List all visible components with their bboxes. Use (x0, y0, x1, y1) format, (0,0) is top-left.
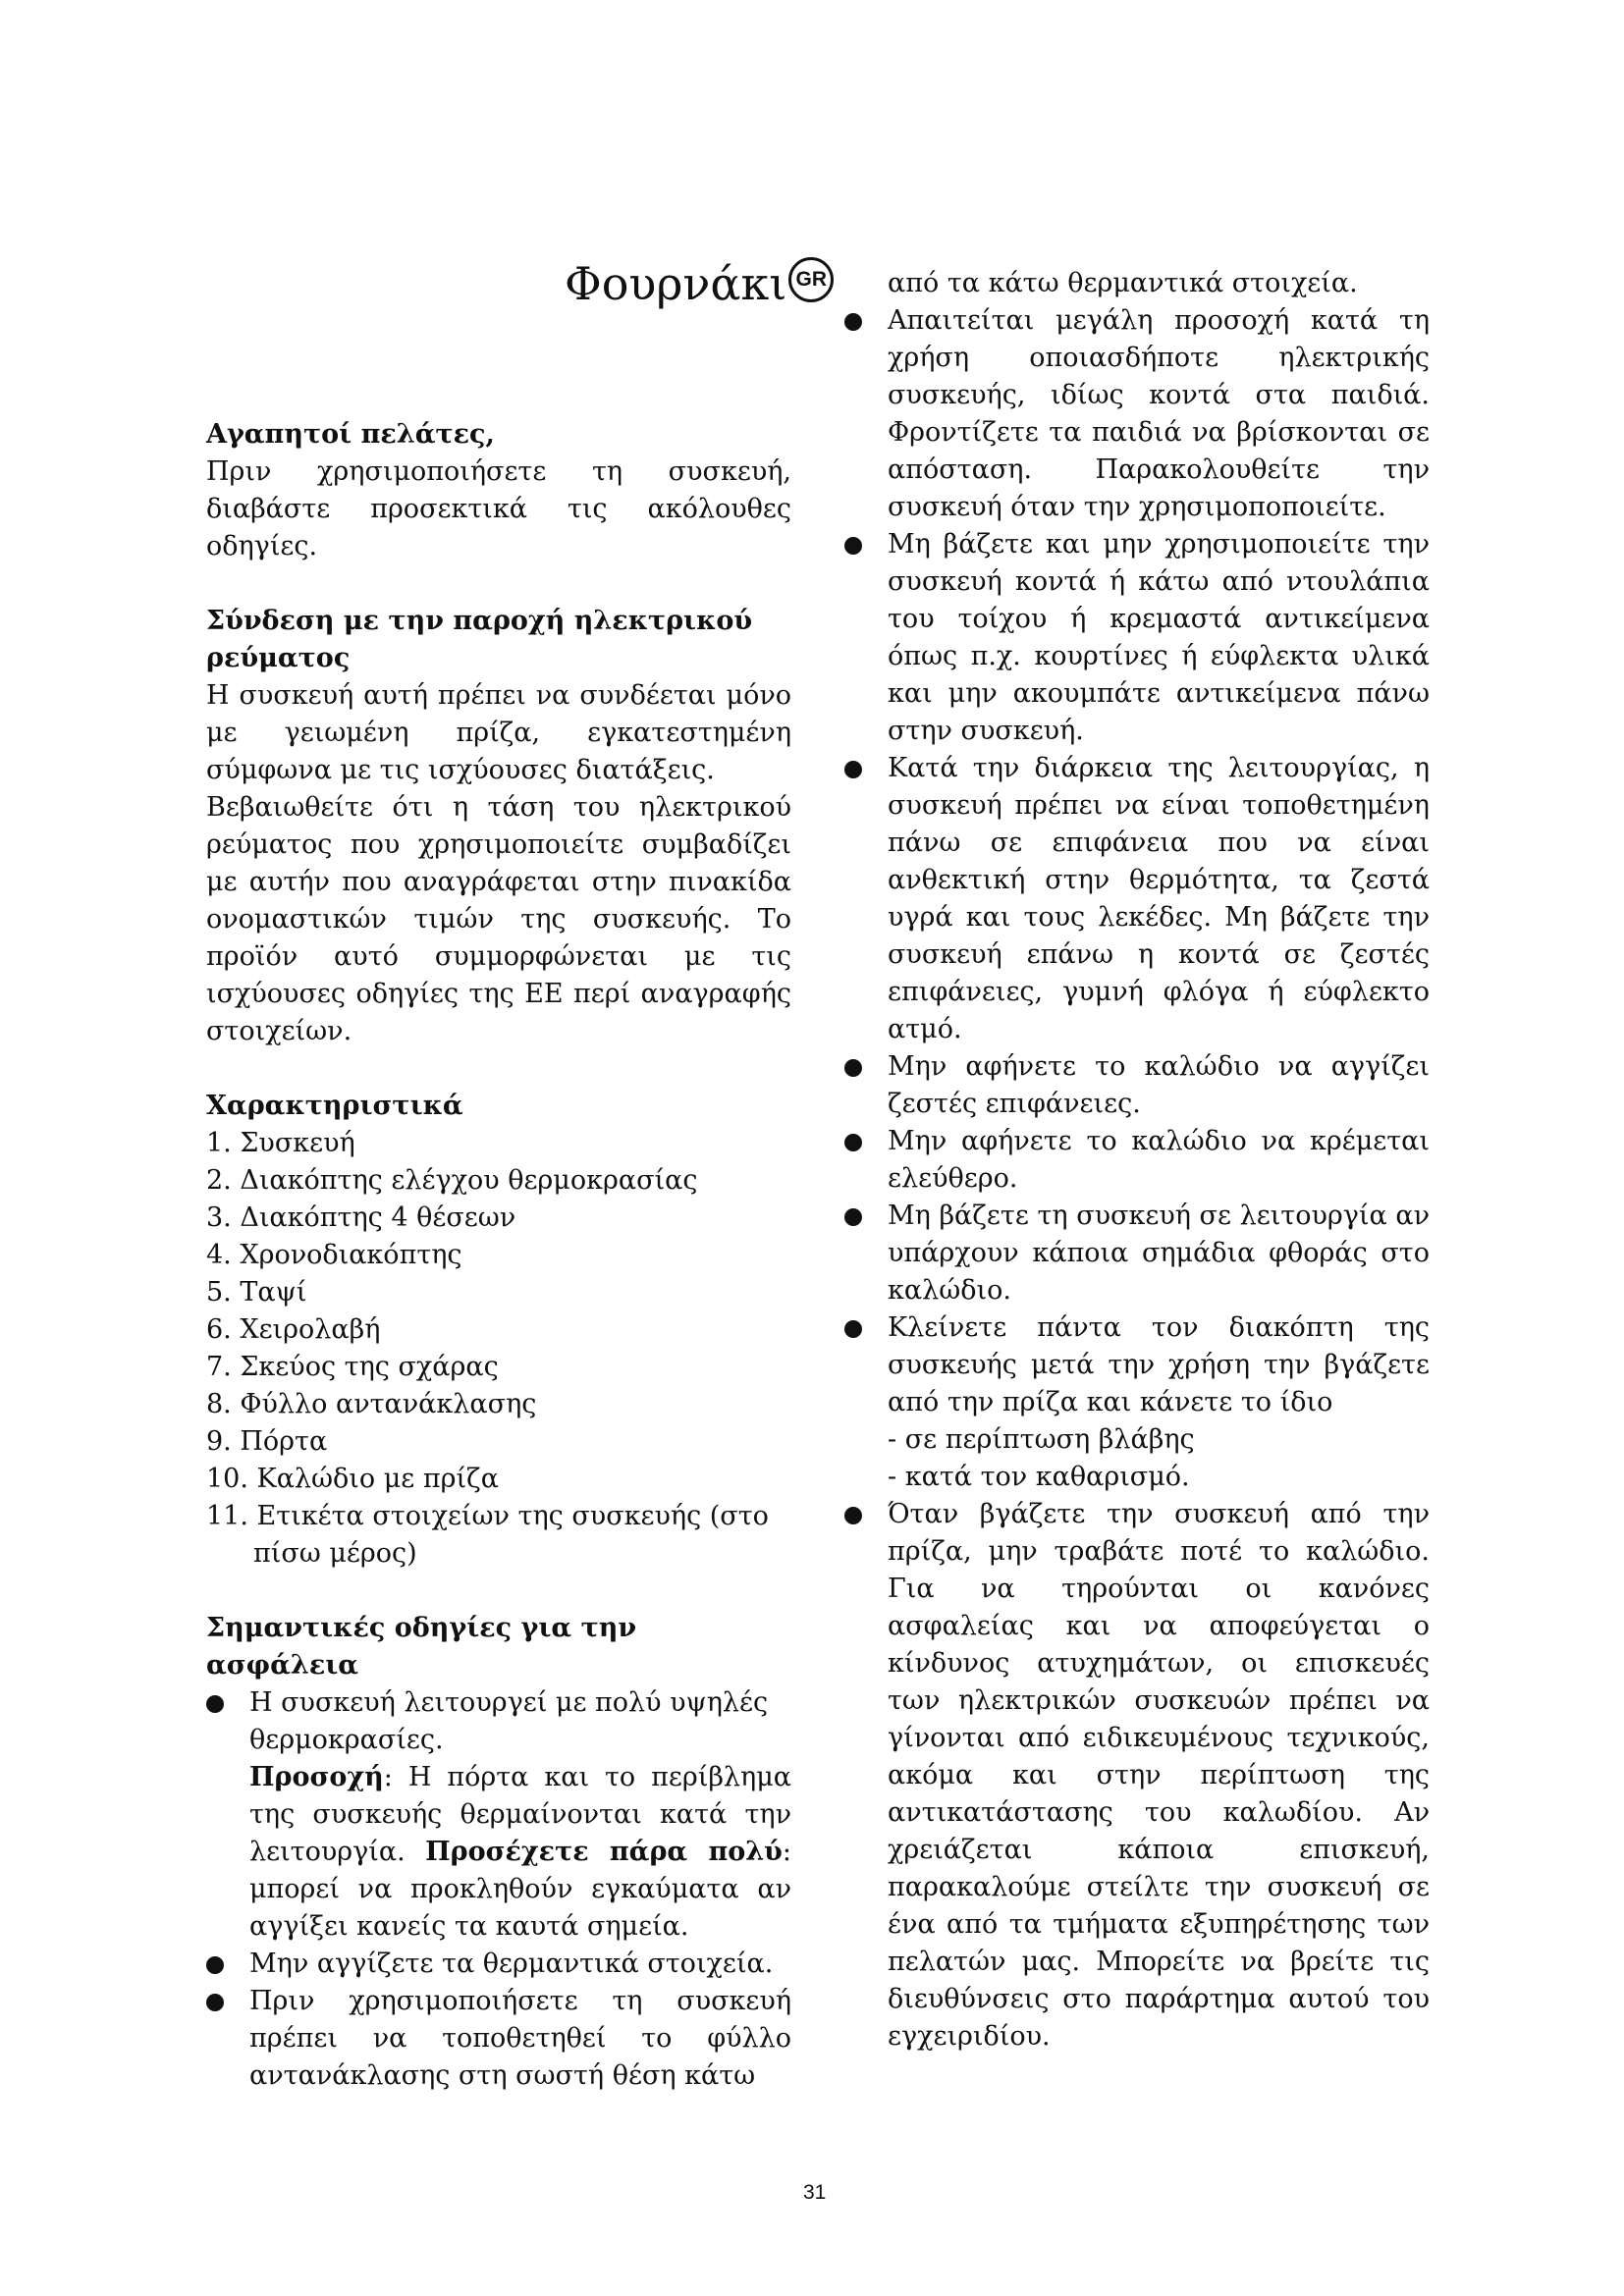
safety-bullet-8-text: Μην αφήνετε το καλώδιο να κρέμεται ελεύθερο. (888, 1126, 1430, 1194)
safety-bullet-2 (206, 1946, 791, 1983)
bullet-icon (206, 1695, 224, 1713)
safety-bullet-9 (844, 1198, 1430, 1309)
safety-bullet-10-text: Κλείνετε πάντα τον διακόπτη της συσκευής μετά την χρήση την βγάζετε από την πρίζα και κάνετε το ίδιο (888, 1312, 1430, 1417)
safety-bullet-11 (844, 1496, 1430, 2056)
list-item: 11. Ετικέτα στοιχείων της συσκευής (στο πίσω μέρος) (206, 1501, 769, 1569)
bullet-icon (844, 1059, 862, 1077)
bullet-icon (206, 1956, 224, 1974)
safety-bullet-8 (844, 1123, 1430, 1198)
language-badge: GR (788, 257, 834, 302)
sub-item-cleaning: - κατά τον καθαρισμό. (888, 1462, 1190, 1492)
list-item: 2. Διακόπτης ελέγχου θερμοκρασίας (206, 1165, 698, 1196)
bullet-icon (844, 537, 862, 555)
continuation-text: από τα κάτω θερμαντικά στοιχεία. (888, 268, 1358, 298)
safety-bullet-1-text: Η συσκευή λειτουργεί με πολύ υψηλές θερμοκρασίες. (249, 1687, 769, 1755)
power-paragraph-2: Βεβαιωθείτε ότι η τάση του ηλεκτρικού ρεύματος που χρησιμοποιείτε συμβαδίζει με αυτήν που αναγράφεται στην πινακίδα ονομαστικών τιμών της συσκευής. Το προϊόν αυτό συμμορφώνεται με τις ισχύουσες οδηγίες της ΕΕ περί αναγραφής στοιχείων. (206, 792, 791, 1046)
safety-bullet-3 (206, 1983, 791, 2095)
bullet-icon (844, 1507, 862, 1524)
intro-paragraph: Πριν χρησιμοποιήσετε τη συσκευή, διαβάστε προσεκτικά τις ακόλουθες οδηγίες. (206, 456, 791, 561)
list-item: 8. Φύλλο αντανάκλασης (206, 1389, 537, 1419)
warning-emphasis-text: : μπορεί να προκληθούν εγκαύματα αν αγγίξει κανείς τα καυτά σημεία. (249, 1837, 791, 1942)
safety-bullet-5 (844, 526, 1430, 750)
page-title (565, 257, 834, 310)
safety-bullet-7-text: Μην αφήνετε το καλώδιο να αγγίζει ζεστές επιφάνειες. (888, 1051, 1430, 1119)
bullet-icon (844, 1320, 862, 1338)
safety-bullet-1 (206, 1684, 791, 1946)
safety-bullet-4-text: Απαιτείται μεγάλη προσοχή κατά τη χρήση οποιασδήποτε ηλεκτρικής συσκευής, ιδίως κοντά στα παιδιά. Φροντίζετε τα παιδιά να βρίσκονται σε απόσταση. Παρακολουθείτε την συσκευή όταν την χρησιμοποποιείτε. (888, 305, 1430, 522)
bullet-icon (844, 313, 862, 331)
safety-bullet-6 (844, 750, 1430, 1048)
list-item: 5. Ταψί (206, 1277, 307, 1308)
list-item: 10. Καλώδιο με πρίζα (206, 1464, 499, 1494)
safety-bullet-3-text: Πριν χρησιμοποιήσετε τη συσκευή πρέπει να τοποθετηθεί το φύλλο αντανάκλασης στη σωστή θέση κάτω (249, 1986, 791, 2091)
safety-heading: Σημαντικές οδηγίες για την ασφάλεια (206, 1613, 637, 1681)
list-item: 3. Διακόπτης 4 θέσεων (206, 1202, 516, 1233)
safety-bullet-7 (844, 1048, 1430, 1123)
safety-bullet-5-text: Μη βάζετε και μην χρησιμοποιείτε την συσκευή κοντά ή κάτω από ντουλάπια του τοίχου ή κρεμαστά αντικείμενα όπως π.χ. κουρτίνες ή εύφλεκτα υλικά και μην ακουμπάτε αντικείμενα πάνω στην συσκευή. (888, 529, 1430, 746)
bullet-icon (844, 1208, 862, 1226)
page-number: 31 (803, 2181, 827, 2204)
safety-bullet-11-text: Όταν βγάζετε την συσκευή από την πρίζα, μην τραβάτε ποτέ το καλώδιο. Για να τηρούνται οι κανόνες ασφαλείας και να αποφεύγεται ο κίνδυνος ατυχημάτων, οι επισκευές των ηλεκτρικών συσκευών πρέπει να γίνονται από ειδικευμένους τεχνικούς, ακόμα και στην περίπτωση της αντικατάστασης του καλωδίου. Αν χρειάζεται κάποια επισκευή, παρακαλούμε στείλτε την συσκευή σε ένα από τα τμήματα εξυπηρέτησης των πελατών μας. Μπορείτε να βρείτε τις διευθύνσεις στο παράρτημα αυτού του εγχειριδίου. (888, 1499, 1430, 2052)
power-paragraph-1: Η συσκευή αυτή πρέπει να συνδέεται μόνο με γειωμένη πρίζα, εγκατεστημένη σύμφωνα με τις ισχύουσες διατάξεις. (206, 680, 791, 785)
bullet-icon (844, 761, 862, 778)
page-title-text: Φουρνάκι (565, 257, 787, 310)
safety-bullet-6-text: Κατά την διάρκεια της λειτουργίας, η συσκευή πρέπει να είναι τοποθετημένη πάνω σε επιφάνεια που να είναι ανθεκτική στην θερμότητα, τα ζεστά υγρά και τους λεκέδες. Μη βάζετε την συσκευή επάνω η κοντά σε ζεστές επιφάνειες, γυμνή φλόγα ή εύφλεκτο ατμό. (888, 753, 1430, 1044)
list-item: 9. Πόρτα (206, 1426, 328, 1457)
list-item: 6. Χειρολαβή (206, 1314, 381, 1345)
warning-text: : Η πόρτα και το περίβλημα της συσκευής θερμαίνονται κατά την λειτουργία. (249, 1762, 791, 1867)
power-heading: Σύνδεση με την παροχή ηλεκτρικού ρεύματος (206, 606, 753, 673)
safety-bullet-2-text: Μην αγγίζετε τα θερμαντικά στοιχεία. (249, 1949, 774, 1979)
safety-warning (249, 1759, 791, 1946)
safety-bullet-9-text: Μη βάζετε τη συσκευή σε λειτουργία αν υπάρχουν κάποια σημάδια φθοράς στο καλώδιο. (888, 1201, 1430, 1306)
warning-label: Προσοχή (249, 1762, 384, 1792)
list-item: 7. Σκεύος της σχάρας (206, 1352, 499, 1382)
right-column (844, 265, 1430, 2056)
features-list (206, 1125, 791, 1573)
safety-bullet-4 (844, 302, 1430, 526)
safety-bullet-10 (844, 1309, 1430, 1496)
bullet-icon (844, 1134, 862, 1151)
left-column (206, 416, 791, 2095)
greeting-heading: Αγαπητοί πελάτες, (206, 419, 495, 450)
list-item: 4. Χρονοδιακόπτης (206, 1240, 462, 1270)
list-item: 1. Συσκευή (206, 1128, 355, 1158)
bullet-icon (206, 1994, 224, 2011)
features-heading: Χαρακτηριστικά (206, 1091, 463, 1121)
warning-emphasis-label: Προσέχετε πάρα πολύ (425, 1837, 783, 1867)
sub-item-fault: - σε περίπτωση βλάβης (888, 1424, 1195, 1455)
